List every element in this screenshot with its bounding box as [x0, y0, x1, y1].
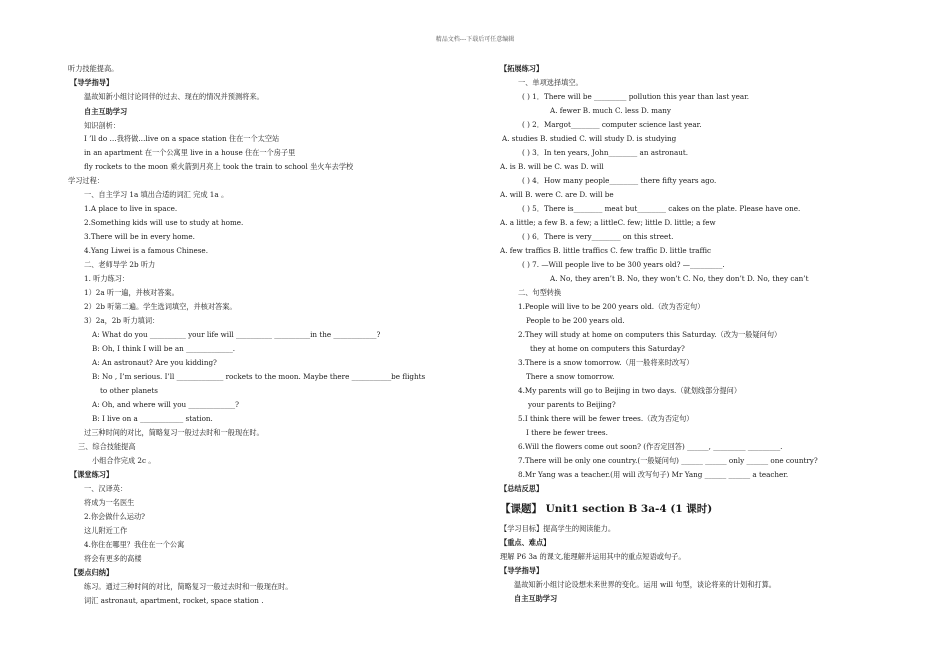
left-text-line: 【要点归纳】 — [70, 568, 114, 577]
left-text-line: 小组合作完成 2c 。 — [92, 456, 156, 465]
right-text-line: 温故知新小组讨论设想未来世界的变化。运用 will 句型，谈论将来的计划和打算。 — [514, 580, 776, 589]
right-text-line: they at home on computers this Saturday? — [530, 344, 685, 353]
right-text-line: ( ) 7. —Will people live to be 300 years old? —_________. — [522, 260, 725, 269]
right-text-line: ( ) 3．In ten years, John________ an astronaut. — [522, 148, 689, 157]
right-text-line: 【课题】 Unit1 section B 3a-4 (1 课时) — [500, 503, 713, 515]
left-text-line: B: No , I’m serious. I’ll _____________ rockets to the moon. Maybe there ___________be flights — [92, 372, 426, 381]
left-text-line: 这儿附近工作 — [84, 526, 128, 535]
right-text-line: ( ) 1．There will be _________ pollution this year than last year. — [522, 92, 750, 101]
right-text-line: People to be 200 years old. — [526, 316, 625, 325]
left-text-line: 一、自主学习 1a 填出合适的词汇 完成 1a 。 — [84, 190, 229, 199]
right-text-line: 7.There will be only one country.(一般疑问句) ______ ______ only ______ one country? — [518, 456, 818, 465]
right-text-line: 3.There is a snow tomorrow.（用一般将来时改写） — [518, 358, 694, 367]
right-text-line: 5.I think there will be fewer trees.（改为否定句） — [518, 414, 694, 423]
right-text-line: 【导学指导】 — [500, 566, 544, 575]
left-text-line: 三、综合技能提高 — [78, 442, 136, 451]
page-header: 精品文档---下载后可任意编辑 — [435, 36, 515, 43]
right-text-line: 【拓展练习】 — [500, 64, 544, 73]
left-text-line: 3.There will be in every home. — [84, 232, 195, 241]
left-text-line: 2.你会做什么运动? — [84, 512, 146, 521]
right-text-line: A. No, they aren’t B. No, they won’t C. No, they don’t D. No, they can’t — [550, 274, 809, 283]
left-text-line: 学习过程： — [68, 176, 104, 185]
right-text-line: A. is B. will be C. was D. will — [500, 162, 604, 171]
left-text-line: 自主互助学习 — [84, 107, 128, 116]
left-text-line: 词汇 astronaut, apartment, rocket, space station . — [84, 596, 264, 605]
right-text-line: A. fewer B. much C. less D. many — [550, 106, 671, 115]
right-text-line: 自主互助学习 — [514, 594, 558, 603]
left-text-line: B: Oh, I think I will be an _____________. — [92, 344, 236, 353]
right-text-line: 8.Mr Yang was a teacher.(用 will 改写句子) Mr Yang ______ ______ a teacher. — [518, 470, 789, 479]
right-text-line: A. few traffics B. little traffics C. few traffic D. little traffic — [500, 246, 712, 255]
right-text-line: 理解 P6 3a 的课文,能理解并运用其中的重点短语或句子。 — [500, 552, 686, 561]
left-text-line: in an apartment 在一个公寓里 live in a house 住在一个房子里 — [84, 148, 296, 157]
right-text-line: A. studies B. studied C. will study D. is studying — [502, 134, 677, 143]
left-text-line: A: What do you __________ your life will __________ __________in the ____________? — [92, 330, 381, 339]
right-text-line: 二、句型转换 — [518, 288, 562, 297]
left-text-line: 4.Yang Liwei is a famous Chinese. — [84, 246, 208, 255]
left-text-line: 知识剖析： — [84, 121, 120, 130]
left-text-line: 2）2b 听第二遍。学生选词填空，并核对答案。 — [84, 302, 237, 311]
right-text-line: 一、单项选择填空。 — [518, 78, 583, 87]
left-text-line: 【导学指导】 — [70, 78, 114, 87]
left-text-line: A: Oh, and where will you _____________? — [92, 400, 240, 409]
left-text-line: 听力技能提高。 — [68, 64, 119, 73]
left-text-line: 2.Something kids will use to study at home. — [84, 218, 244, 227]
right-text-line: ( ) 6．There is very________ on this street. — [522, 232, 674, 241]
left-text-line: 将成为一名医生 — [84, 498, 135, 507]
right-text-line: 1.People will live to be 200 years old.（改为否定句） — [518, 302, 705, 311]
left-text-line: 4.你住在哪里？我住在一个公寓 — [84, 540, 185, 549]
right-text-line: 【学习目标】提高学生的阅读能力。 — [500, 524, 616, 533]
left-text-line: 1.A place to live in space. — [84, 204, 178, 213]
right-text-line: your parents to Beijing? — [528, 400, 616, 409]
left-text-line: to other planets — [100, 386, 158, 395]
left-text-line: 1. 听力练习： — [84, 274, 130, 283]
left-text-line: 一、汉译英： — [84, 484, 128, 493]
right-text-line: 【总结反思】 — [500, 484, 544, 493]
left-text-line: I ’ll do …我将做…live on a space station 住在一个太空站 — [84, 134, 280, 143]
left-text-line: 将会有更多的高楼 — [84, 554, 142, 563]
left-text-line: 二、老师导学 2b 听力 — [84, 260, 156, 269]
left-text-line: 【课堂练习】 — [70, 470, 114, 479]
left-text-line: fly rockets to the moon 乘火箭到月亮上 took the train to school 坐火车去学校 — [84, 162, 354, 171]
right-text-line: ( ) 2．Margot________ computer science last year. — [522, 120, 702, 129]
left-text-line: 温故知新小组讨论同伴的过去、现在的情况并预测将来。 — [84, 92, 264, 101]
right-text-line: There a snow tomorrow. — [526, 372, 615, 381]
right-text-line: 6.Will the flowers come out soon? (作否定回答) ______, _________ _________. — [518, 442, 783, 451]
right-text-line: 【重点、难点】 — [500, 538, 551, 547]
right-text-line: A. will B. were C. are D. will be — [500, 190, 614, 199]
right-text-line: 4.My parents will go to Beijing in two days.（就划线部分提问） — [518, 386, 742, 395]
right-text-line: ( ) 5．There is________ meat but________ cakes on the plate. Please have one. — [522, 204, 801, 213]
left-text-line: 练习。通过三种时间的对比，简略复习一般过去时和一般现在时。 — [84, 582, 293, 591]
left-text-line: 3）2a，2b 听力填词： — [84, 316, 160, 325]
left-text-line: 过三种时间的对比，简略复习一般过去时和一般现在时。 — [84, 428, 264, 437]
right-text-line: 2.They will study at home on computers this Saturday.（改为一般疑问句） — [518, 330, 782, 339]
right-text-line: I there be fewer trees. — [526, 428, 608, 437]
left-text-line: 1）2a 听一遍，并核对答案。 — [84, 288, 179, 297]
left-text-line: B: I live on a ____________ station. — [92, 414, 213, 423]
left-text-line: A: An astronaut? Are you kidding? — [92, 358, 217, 367]
right-text-line: ( ) 4．How many people________ there fifty years ago. — [522, 176, 717, 185]
right-text-line: A. a little; a few B. a few; a littleC. few; little D. little; a few — [500, 218, 716, 227]
